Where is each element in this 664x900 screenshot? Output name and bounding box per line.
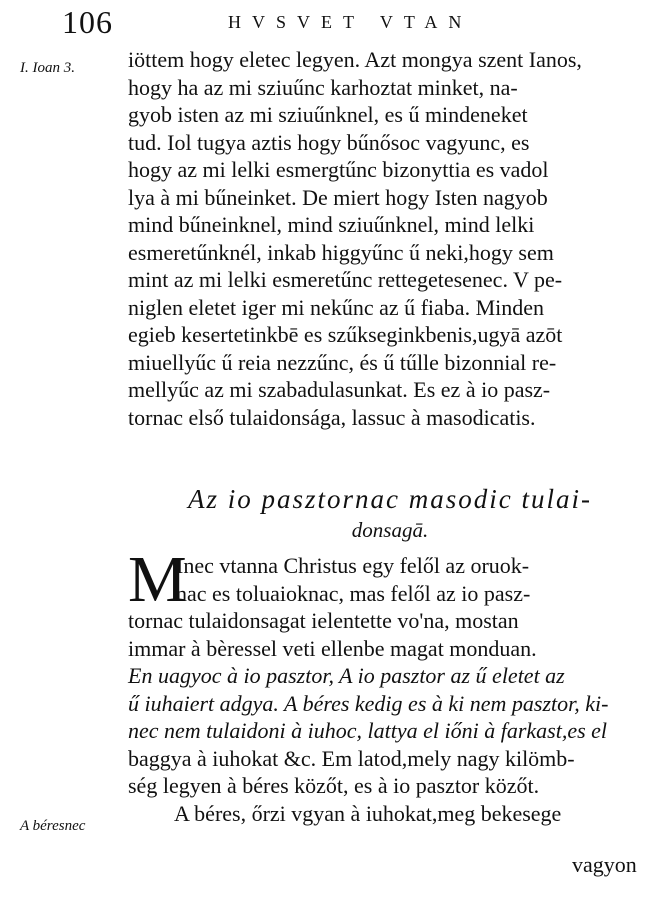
text-line: mind bűneinknel, mind sziuűnknel, mind lelki: [128, 212, 535, 237]
section-heading-line: donsagā.: [351, 518, 429, 542]
margin-note-beres: A béresnec: [20, 818, 86, 834]
text-line: hogy az mi lelki esmergtűnc bizonyttia es vadol: [128, 157, 549, 182]
text-line: niglen eletet iger mi nekűnc az ű fiaba. Minden: [128, 294, 545, 320]
text-line-italic: En uagyoc à io pasztor, A io pasztor az ű eletet az: [128, 663, 565, 688]
text-line: ség legyen à béres közőt, es à io pasztor közőt.: [128, 773, 540, 798]
text-line: esmeretűnknél, inkab higgyűnc ű neki,hogy sem: [128, 239, 554, 265]
catchword: vagyon: [572, 852, 637, 877]
text-line: A béres, őrzi vgyan à iuhokat,meg bekesege: [174, 800, 562, 826]
section-heading-line: Az io pasztornac masodic tulai-: [188, 484, 592, 514]
text-line: hogy ha az mi sziuűnc karhoztat minket, na-: [128, 74, 518, 100]
page-number: 106: [62, 4, 113, 40]
text-line: gyob isten az mi sziuűnknel, es ű mindeneket: [128, 102, 528, 127]
text-line: nac es toluaioknac, mas felől az io pasz-: [176, 580, 531, 606]
text-line: immar à bèressel veti ellenbe magat monduan.: [128, 635, 537, 661]
text-line: baggya à iuhokat &c. Em latod,mely nagy kilömb-: [128, 745, 575, 771]
text-line: lya à mi bűneinket. De miert hogy Isten nagyob: [128, 184, 548, 210]
text-line: mint az mi lelki esmeretűnc rettegetesenec. V pe-: [128, 267, 563, 292]
running-head: [0, 4, 664, 44]
text-line: egieb kesertetinkbē es szűkseginkbenis,ugyā azōt: [128, 322, 563, 347]
text-line: tornac tulaidonsagat ielentette vo'na, mostan: [128, 608, 519, 633]
text-line: tud. Iol tugya aztis hogy bűnősoc vagyunc, es: [128, 129, 530, 155]
running-title: HVSVET VTAN: [228, 12, 473, 32]
text-line: miuellyűc ű reia nezzűnc, és ű tűlle bizonnial re-: [128, 349, 557, 375]
text-line: Inec vtanna Christus egy felől az oruok-: [176, 553, 530, 578]
paragraph-1: [128, 46, 648, 431]
text-line: tornac első tulaidonsága, lassuc à masodicatis.: [128, 404, 536, 430]
section-heading: [140, 482, 640, 544]
text-line-italic: nec nem tulaidoni à iuhoc, lattya el iőni à farkast,es el: [128, 718, 608, 743]
text-line: mellyűc az mi szabadulasunkat. Es ez à io pasz-: [128, 377, 551, 402]
drop-cap: M: [128, 543, 187, 616]
paragraph-2: [128, 543, 648, 827]
text-line: iöttem hogy eletec legyen. Azt mongya szent Ianos,: [128, 47, 582, 72]
margin-note-reference: I. Ioan 3.: [20, 60, 75, 76]
text-line-italic: ű iuhaiert adgya. A béres kedig es à ki nem pasztor, ki-: [128, 690, 609, 716]
